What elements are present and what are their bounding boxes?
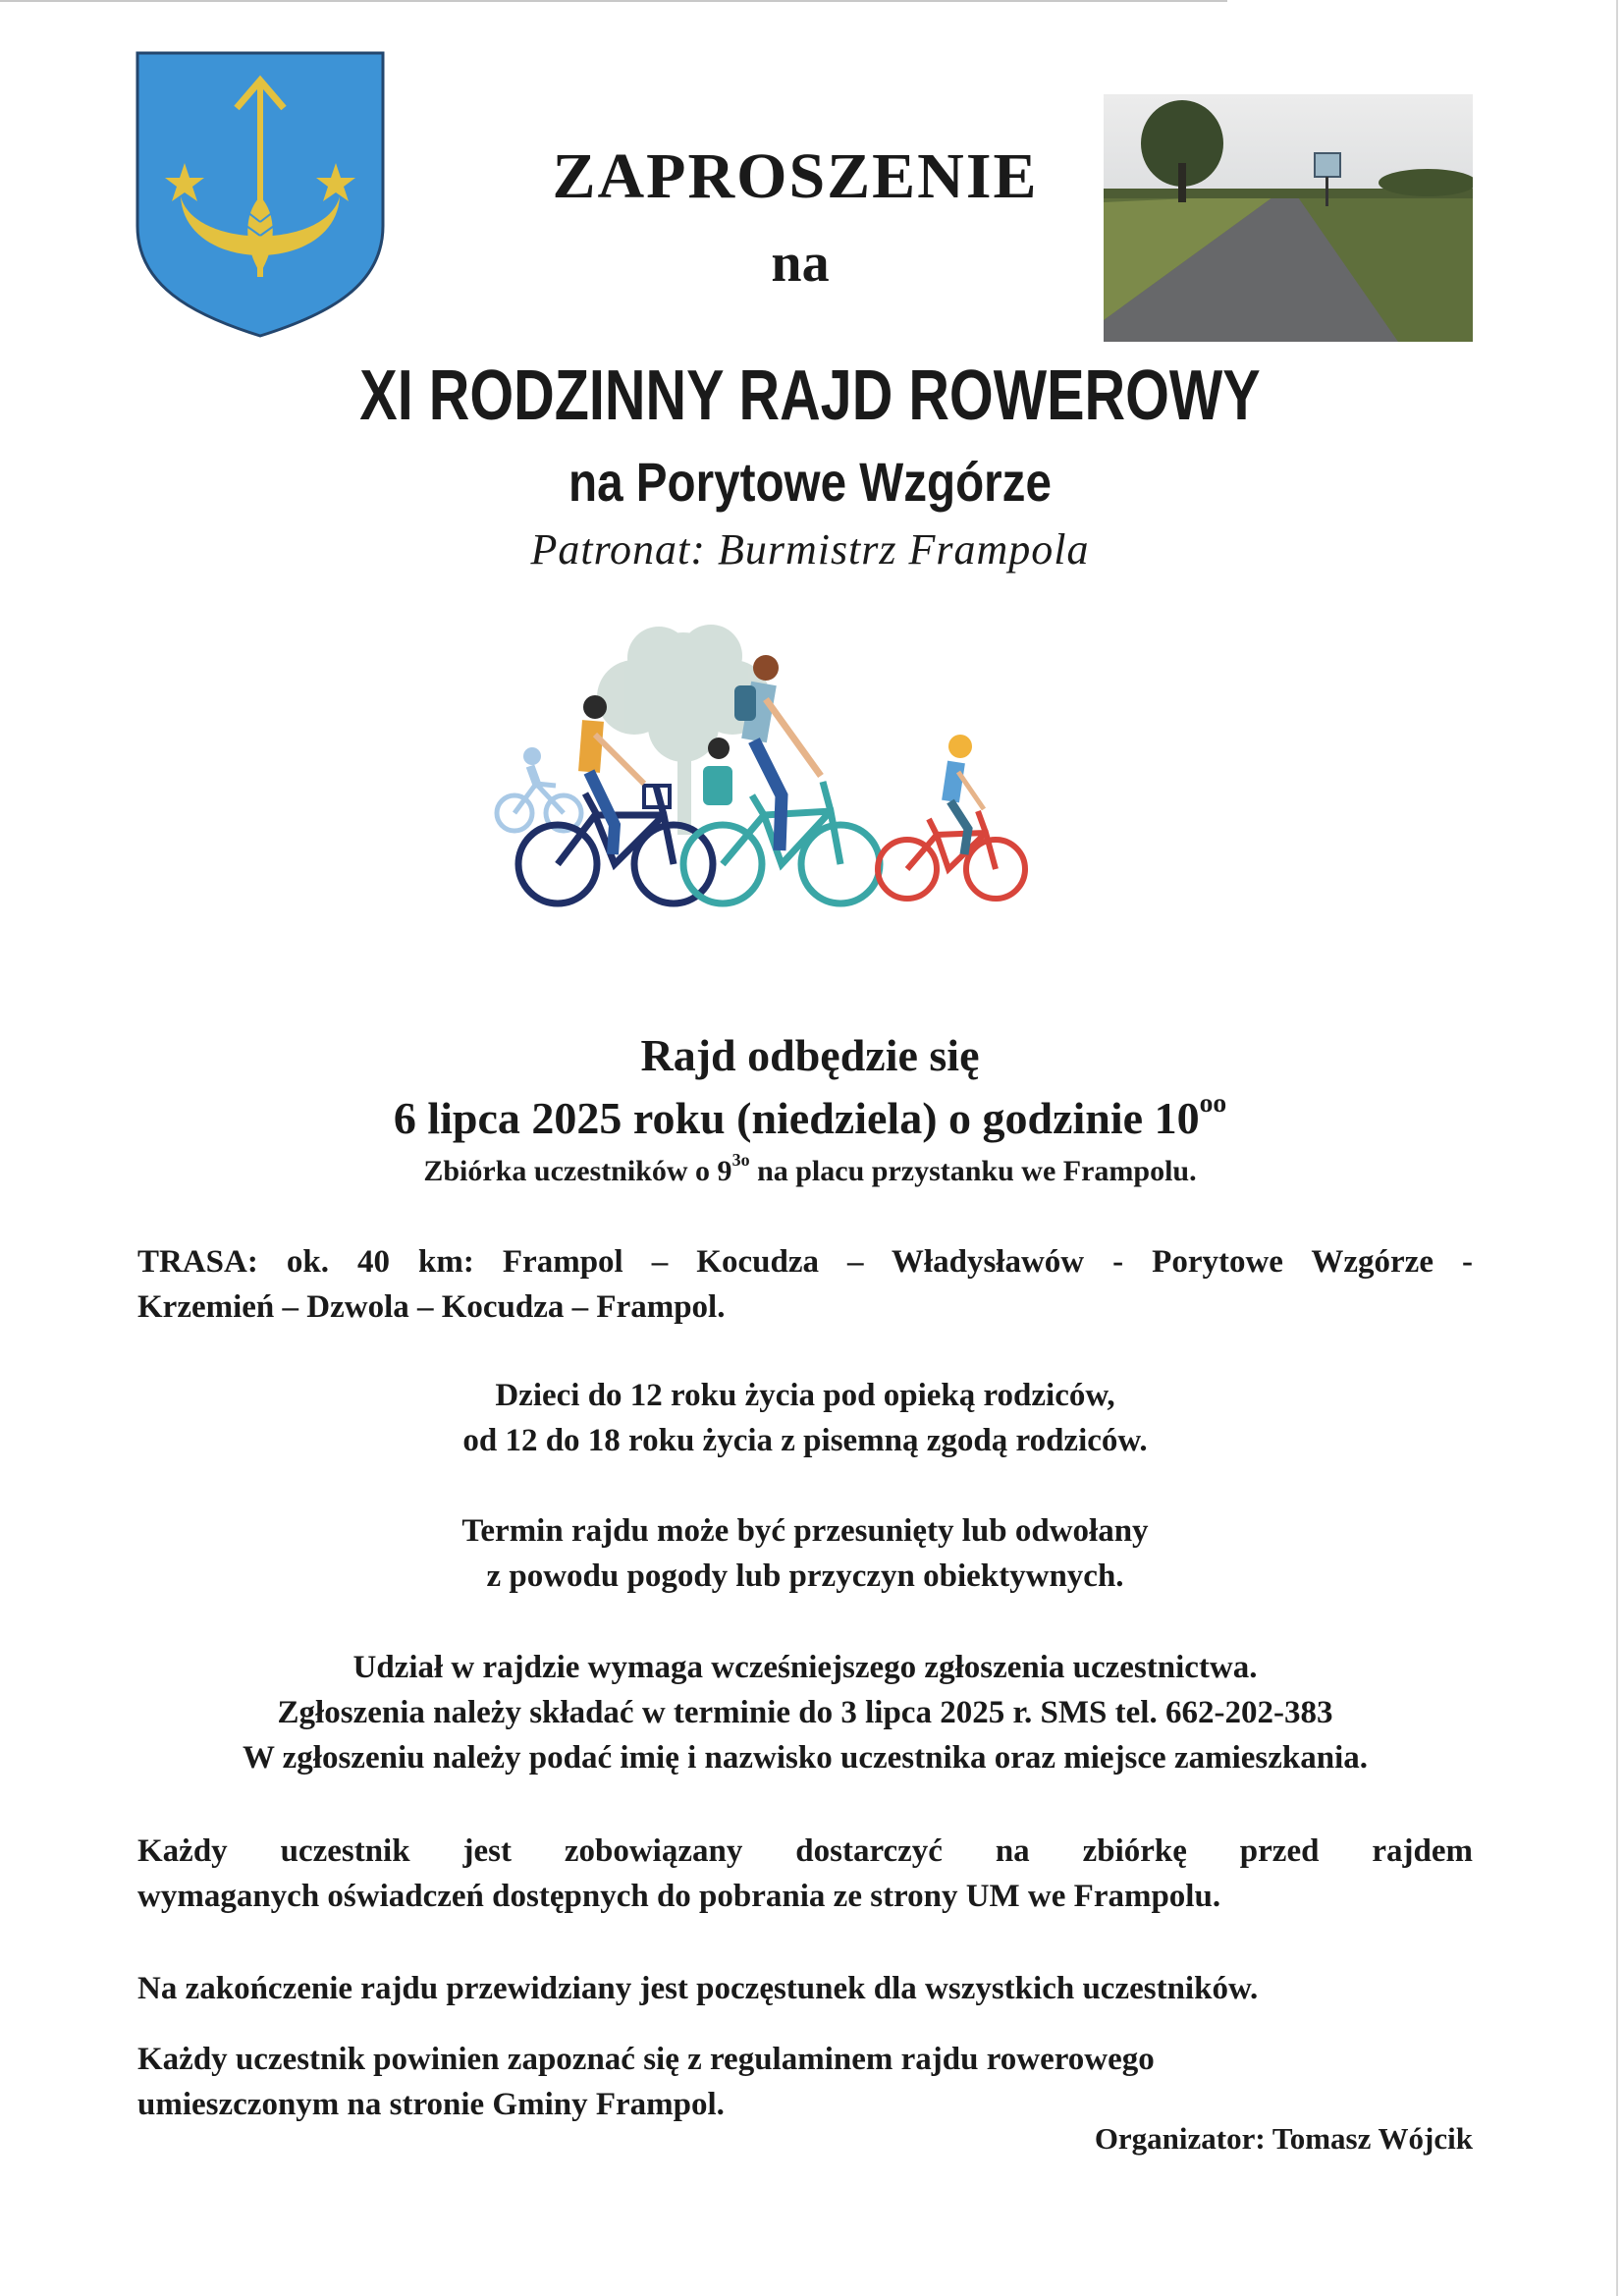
registration-line-3: W zgłoszeniu należy podać imię i nazwisko uczestnika oraz miejsce zamieszkania. bbox=[242, 1740, 1369, 1776]
road-photo bbox=[1104, 94, 1473, 342]
event-patronage: Patronat: Burmistrz Frampola bbox=[530, 525, 1090, 574]
hour-minutes-superscript: oo bbox=[1199, 1087, 1227, 1119]
route-paragraph bbox=[137, 1239, 1473, 1330]
event-destination: na Porytowe Wzgórze bbox=[568, 451, 1052, 513]
regulations-line-2: umieszczonym na stronie Gminy Frampol. bbox=[137, 2087, 725, 2122]
weather-line-2: z powodu pogody lub przyczyn obiektywnych. bbox=[486, 1558, 1124, 1594]
weather-line-1: Termin rajdu może być przesunięty lub odwołany bbox=[461, 1513, 1149, 1549]
regulations-line-1: Każdy uczestnik powinien zapoznać się z regulaminem rajdu rowerowego bbox=[137, 2042, 1155, 2077]
declarations-line-2: wymaganych oświadczeń dostępnych do pobrania ze strony UM we Frampolu. bbox=[137, 1879, 1221, 1914]
refreshments-paragraph: Na zakończenie rajdu przewidziany jest poczęstunek dla wszystkich uczestników. bbox=[137, 1971, 1259, 2006]
declarations-paragraph bbox=[137, 1829, 1473, 1919]
frampol-coat-of-arms-icon bbox=[134, 49, 387, 340]
event-date: 6 lipca 2025 roku (niedziela) o godzinie $10^{oo}$ bbox=[393, 1087, 1227, 1143]
title-na: na bbox=[771, 233, 830, 294]
registration-line-2: Zgłoszenia należy składać w terminie do 3 lipca 2025 r. SMS tel. 662-202-383 bbox=[277, 1695, 1333, 1730]
route-line-1: TRASA: ok. 40 km: Frampol – Kocudza – Władysławów - Porytowe Wzgórze - bbox=[137, 1244, 1473, 1280]
children-line-2: od 12 do 18 roku życia z pisemną zgodą rodziców. bbox=[462, 1423, 1148, 1458]
route-line-2: Krzemień – Dzwola – Kocudza – Frampol. bbox=[137, 1289, 726, 1325]
scan-right-edge bbox=[1616, 0, 1618, 2296]
gathering-minutes-superscript: 3o bbox=[731, 1150, 750, 1171]
children-paragraph bbox=[137, 1373, 1473, 1463]
organizer-signature: Organizator: Tomasz Wójcik bbox=[1094, 2121, 1473, 2156]
gathering-info: Zbiórka uczestników o $9^{3o}$ na placu przystanku we Frampolu. bbox=[423, 1150, 1197, 1187]
regulations-paragraph bbox=[137, 2037, 1473, 2127]
event-name: XI RODZINNY RAJD ROWEROWY bbox=[359, 356, 1261, 435]
page-title: ZAPROSZENIE bbox=[552, 140, 1039, 212]
children-line-1: Dzieci do 12 roku życia pod opieką rodziców, bbox=[495, 1378, 1115, 1413]
scan-top-edge bbox=[0, 0, 1227, 2]
family-cycling-illustration bbox=[487, 619, 1056, 913]
schedule-heading: Rajd odbędzie się bbox=[640, 1030, 980, 1080]
weather-paragraph bbox=[137, 1508, 1473, 1599]
registration-line-1: Udział w rajdzie wymaga wcześniejszego zgłoszenia uczestnictwa. bbox=[352, 1650, 1258, 1685]
registration-paragraph bbox=[137, 1645, 1473, 1780]
declarations-line-1: Każdy uczestnik jest zobowiązany dostarczyć na zbiórkę przed rajdem bbox=[137, 1833, 1473, 1869]
